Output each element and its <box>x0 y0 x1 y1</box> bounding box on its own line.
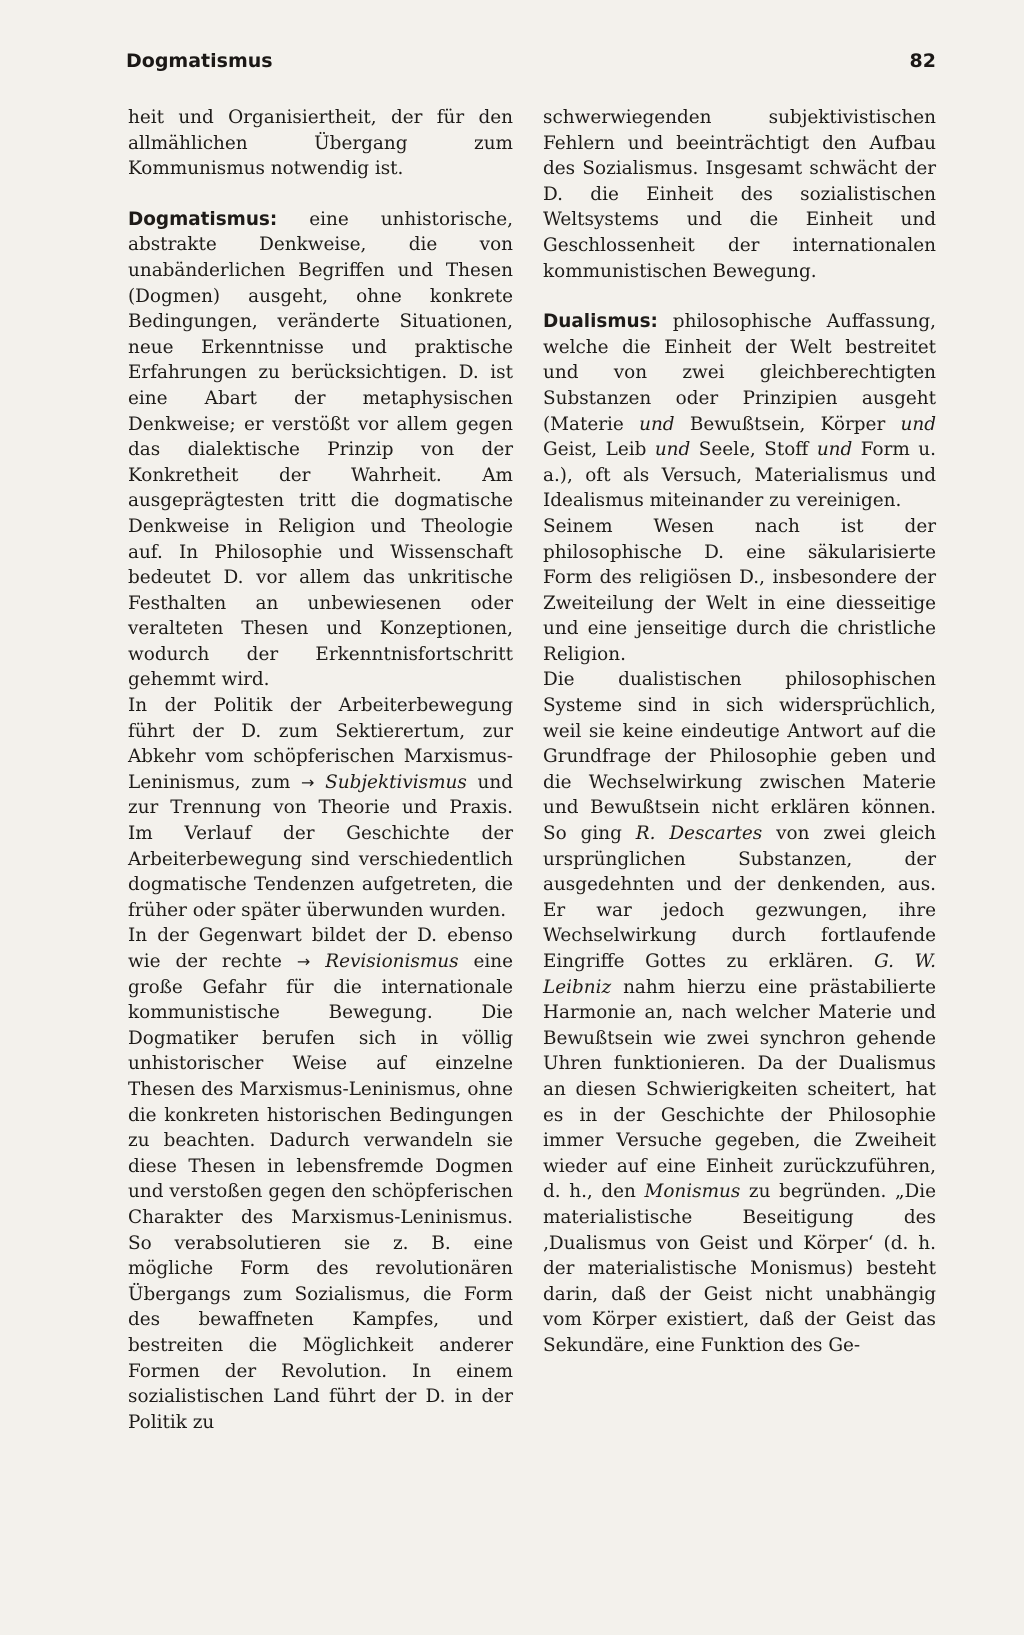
running-title: Dogmatismus <box>126 50 273 72</box>
continuation-text: schwerwiegenden subjektivistischen Fehlern und beeinträchtigt den Aufbau des Sozialismus. Insgesamt schwächt der D. die Einheit des sozialistischen Weltsystems und die Einheit und Geschlossenheit der internationalen kommunistischen Bewegung. <box>543 107 936 282</box>
person-name: R. Descartes <box>635 823 763 845</box>
lemma-heading: Dogmatismus: <box>128 208 278 230</box>
entry-paragraph: In der Politik der Arbeiterbewegung führt der D. zum Sektierertum, zur Abkehr vom schöpferischen Marxismus-Leninismus, zum → Subjektivismus und zur Trennung von Theorie und Praxis. Im Verlauf der Geschichte der Arbeiterbewegung sind verschiedentlich dogmatische Tendenzen aufgetreten, die früher oder später überwunden wurden. <box>128 695 513 921</box>
page-number: 82 <box>909 50 936 72</box>
cross-reference-arrow-icon: → <box>301 772 315 792</box>
running-head <box>126 50 936 72</box>
cross-reference-subjektivismus[interactable]: Subjektivismus <box>325 771 467 793</box>
lemma-heading: Dualismus: <box>543 311 658 333</box>
entry-paragraph: Die dualistischen philosophischen Systeme sind in sich widersprüchlich, weil sie keine eindeutige Antwort auf die Grundfrage der Philosophie geben und die Wechselwirkung zwischen Materie und Bewußtsein nicht erklären können. So ging R. Descartes von zwei gleich ursprünglichen Substanzen, der ausgedehnten und der denkenden, aus. Er war jedoch gezwungen, ihre Wechselwirkung durch fortlaufende Eingriffe Gottes zu erklären. G. W. Leibniz nahm hierzu eine prästabilierte Harmonie an, nach welcher Materie und Bewußtsein wie zwei synchron gehende Uhren funktionieren. Da der Dualismus an diesen Schwierigkeiten scheitert, hat es in der Geschichte der Philosophie immer Versuche gegeben, die Zweiheit wieder auf eine Einheit zurückzuführen, d. h., den Monismus zu begründen. „Die materialistische Beseitigung des ‚Dualismus von Geist und Körper‘ (d. h. der materialistische Monismus) besteht darin, daß der Geist nicht unabhängig vom Körper existiert, daß der Geist das Sekundäre, eine Funktion des Ge- <box>543 669 936 1356</box>
emphasis: und <box>816 439 853 461</box>
emphasis: und <box>654 439 691 461</box>
left-column <box>128 105 513 1435</box>
cross-reference-revisionismus[interactable]: Revisionismus <box>325 951 459 972</box>
right-column <box>543 105 936 1359</box>
entry-dualismus: Dualismus: philosophische Auffassung, welche die Einheit der Welt bestreitet und von zwei gleichberechtigten Substanzen oder Prinzipien ausgeht (Materie und Bewußtsein, Körper und Geist, Leib und Seele, Stoff und Form u. a.), oft als Versuch, Materialismus und Idealismus miteinander zu vereinigen. <box>543 311 936 512</box>
entry-dogmatismus <box>128 207 513 693</box>
cross-reference-arrow-icon: → <box>296 952 311 971</box>
emphasis: und <box>900 413 936 435</box>
entry-text: eine unhistorische, abstrakte Denkweise, die von unabänderlichen Begriffen und Thesen (Dogmen) ausgeht, ohne konkrete Bedingungen, veränderte Situationen, neue Erkenntnisse und praktische Erfahrungen zu berücksichtigen. D. ist eine Abart der metaphysischen Denkweise; er verstößt vor allem gegen das dialektische Prinzip von der Konkretheit der Wahrheit. Am ausgeprägtesten tritt die dogmatische Denkweise in Religion und Theologie auf. In Philosophie und Wissenschaft bedeutet D. vor allem das unkritische Festhalten an unbewiesenen oder veralteten Thesen und Konzeptionen, wodurch der Erkenntnisfortschritt gehemmt wird. <box>128 208 513 691</box>
cross-reference-monismus[interactable]: Monismus <box>644 1181 741 1203</box>
person-name: G. W. Leibniz <box>543 951 936 998</box>
entry-paragraph: Seinem Wesen nach ist der philosophische D. eine säkularisierte Form des religiösen D., insbesondere der Zweiteilung der Welt in eine diesseitige und eine jenseitige durch die christliche Religion. <box>543 515 936 665</box>
emphasis: und <box>639 413 675 435</box>
continuation-text: heit und Organisiertheit, der für den allmählichen Übergang zum Kommunismus notwendig ist. <box>128 107 513 180</box>
entry-paragraph: In der Gegenwart bildet der D. ebenso wie der rechte → Revisionismus eine große Gefahr für die internationale kommunistische Bewegung. Die Dogmatiker berufen sich in völlig unhistorischer Weise auf einzelne Thesen des Marxismus-Leninismus, ohne die konkreten historischen Bedingungen zu beachten. Dadurch verwandeln sie diese Thesen in lebensfremde Dogmen und verstoßen gegen den schöpferischen Charakter des Marxismus-Leninismus. So verabsolutieren sie z. B. eine mögliche Form des revolutionären Übergangs zum Sozialismus, die Form des bewaffneten Kampfes, und bestreiten die Möglichkeit anderer Formen der Revolution. In einem sozialistischen Land führt der D. in der Politik zu <box>128 925 513 1433</box>
